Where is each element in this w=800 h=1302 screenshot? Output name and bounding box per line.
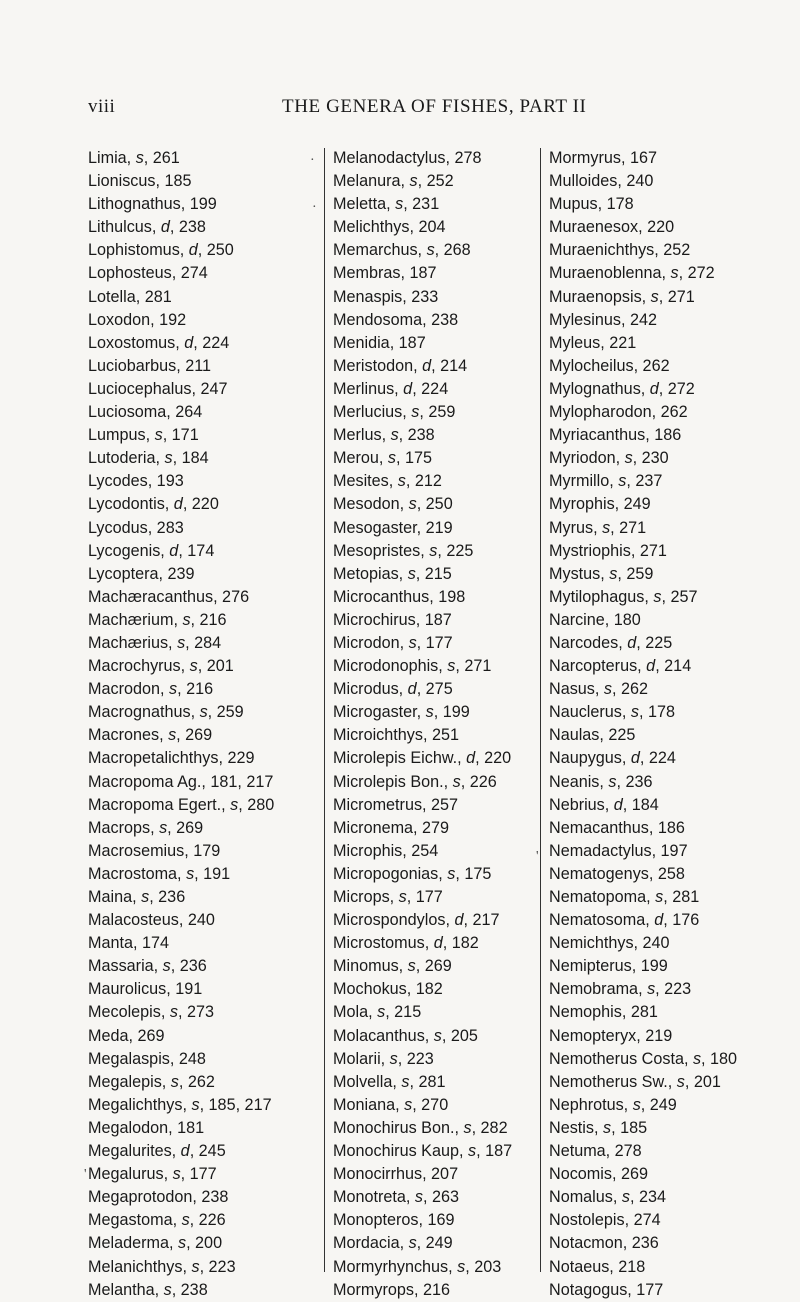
index-entry: Membras, 187 [333,264,437,283]
index-entry: Lophistomus, d, 250 [88,241,234,260]
index-entry: Mesodon, s, 250 [333,495,453,514]
page-header [0,96,800,126]
index-entry: Memarchus, s, 268 [333,241,471,260]
index-entry: Meladerma, s, 200 [88,1234,223,1253]
index-entry: Micronema, 279 [333,818,450,837]
index-entry: Megalaspis, 248 [88,1049,206,1068]
index-entry: Megalurites, d, 245 [88,1142,226,1161]
index-entry: Macrops, s, 269 [88,818,204,837]
index-entry: Mupus, 178 [549,195,634,214]
index-entry: Machærius, s, 284 [88,633,222,652]
index-entry: Mecolepis, s, 273 [88,1003,214,1022]
index-entry: Microdus, d, 275 [333,680,453,699]
index-entry: Monochirus Bon., s, 282 [333,1118,508,1137]
index-entry: Moniana, s, 270 [333,1095,449,1114]
index-entry: Mola, s, 215 [333,1003,422,1022]
index-entry: Nematogenys, 258 [549,864,685,883]
index-entry: Mordacia, s, 249 [333,1234,453,1253]
column-divider [540,148,541,1272]
index-entry: Lithognathus, 199 [88,195,217,214]
index-entry: Mormyrops, 216 [333,1280,450,1299]
index-entry: Mesogaster, 219 [333,518,453,537]
page-number: viii [88,96,116,117]
index-entry: Megastoma, s, 226 [88,1211,226,1230]
index-entry: Megalichthys, s, 185, 217 [88,1095,272,1114]
index-entry: Microdon, s, 177 [333,633,453,652]
index-entry: Myrophis, 249 [549,495,651,514]
index-entry: Nemipterus, 199 [549,957,668,976]
index-entry: Minomus, s, 269 [333,957,452,976]
index-entry: Merou, s, 175 [333,449,432,468]
index-entry: Menaspis, 233 [333,287,439,306]
index-entry: Macrodon, s, 216 [88,680,214,699]
index-entry: Molacanthus, s, 205 [333,1026,478,1045]
index-entry: Nemophis, 281 [549,1003,658,1022]
index-entry: Microgaster, s, 199 [333,703,470,722]
index-entry: Micrometrus, 257 [333,795,459,814]
index-entry: Monotreta, s, 263 [333,1188,459,1207]
index-entry: Merlus, s, 238 [333,426,435,445]
index-entry: Macropoma Ag., 181, 217 [88,772,274,791]
index-entry: Merlinus, d, 224 [333,379,449,398]
index-entry: Muraenesox, 220 [549,218,675,237]
index-entry: Lutoderia, s, 184 [88,449,209,468]
index-entry: Metopias, s, 215 [333,564,452,583]
index-entry: Nematopoma, s, 281 [549,888,700,906]
stray-mark: ' [536,849,539,864]
index-entry: Macrosemius, 179 [88,841,221,860]
index-entry: Myleus, 221 [549,333,637,352]
index-entry: Menidia, 187 [333,333,426,352]
column-divider [324,148,325,1272]
index-column-1 [88,147,274,1302]
index-entry: Nemopteryx, 219 [549,1026,673,1045]
index-entry: Mylesinus, 242 [549,310,657,329]
index-entry: Muraenoblenna, s, 272 [549,264,715,283]
index-entry: Melanichthys, s, 223 [88,1257,236,1276]
index-entry: Mytilophagus, s, 257 [549,587,698,606]
index-entry: Macropetalichthys, 229 [88,749,255,768]
index-entry: Narcodes, d, 225 [549,633,673,652]
index-entry: Macrostoma, s, 191 [88,864,231,883]
index-entry: Melantha, s, 238 [88,1280,208,1299]
index-entry: Mormyrhynchus, s, 203 [333,1257,502,1276]
index-entry: Mendosoma, 238 [333,310,459,329]
index-column-3 [549,147,737,1302]
index-entry: Microdonophis, s, 271 [333,657,492,676]
index-entry: Limia, s, 261 [88,149,180,167]
running-head: THE GENERA OF FISHES, PART II [282,96,587,117]
index-entry: Nemotherus Sw., s, 201 [549,1072,721,1091]
index-entry: Megalodon, 181 [88,1118,205,1137]
index-entry: Myrmillo, s, 237 [549,472,663,491]
index-entry: Microlepis Bon., s, 226 [333,772,497,791]
index-entry: Mesites, s, 212 [333,472,442,491]
index-entry: Microichthys, 251 [333,726,459,745]
stray-mark: ' [84,1167,87,1182]
index-entry: Microspondylos, d, 217 [333,911,500,930]
index-entry: Nemacanthus, 186 [549,818,685,837]
index-entry: Macrochyrus, s, 201 [88,657,234,676]
index-entry: Mylopharodon, 262 [549,403,688,422]
index-entry: Nemobrama, s, 223 [549,980,692,999]
index-entry: Nauclerus, s, 178 [549,703,675,722]
index-entry: Luciosoma, 264 [88,403,203,422]
index-entry: Micropogonias, s, 175 [333,864,492,883]
index-entry: Muraenichthys, 252 [549,241,691,260]
index-entry: Macropoma Egert., s, 280 [88,795,275,814]
index-entry: Lycoptera, 239 [88,564,195,583]
index-entry: Monopteros, 169 [333,1211,455,1230]
stray-mark: · [312,200,317,215]
index-entry: Netuma, 278 [549,1142,642,1161]
index-entry: Megalurus, s, 177 [88,1165,217,1184]
index-entry: Microstomus, d, 182 [333,934,479,953]
index-entry: Megalepis, s, 262 [88,1072,215,1091]
index-entry: Mystriophis, 271 [549,541,667,560]
index-entry: Lotella, 281 [88,287,172,306]
index-entry: Nephrotus, s, 249 [549,1095,677,1114]
index-entry: Mesopristes, s, 225 [333,541,474,560]
index-entry: Notagogus, 177 [549,1280,664,1299]
index-entry: Machæracanthus, 276 [88,587,250,606]
index-entry: Molvella, s, 281 [333,1072,446,1091]
index-column-2 [333,147,512,1302]
index-entry: Nemadactylus, 197 [549,841,688,860]
index-entry: Nemotherus Costa, s, 180 [549,1049,738,1068]
index-entry: Nemichthys, 240 [549,934,670,953]
index-entry: Macrognathus, s, 259 [88,703,244,722]
index-entry: Mylocheilus, 262 [549,356,670,375]
index-entry: Nestis, s, 185 [549,1118,648,1137]
index-entry: Loxodon, 192 [88,310,187,329]
index-entry: Lycodes, 193 [88,472,184,491]
index-entry: Meristodon, d, 214 [333,356,468,375]
index-entry: Mormyrus, 167 [549,149,657,167]
index-entry: Maina, s, 236 [88,888,186,906]
index-entry: Nebrius, d, 184 [549,795,659,814]
index-entry: Lycogenis, d, 174 [88,541,215,560]
index-entry: Lithulcus, d, 238 [88,218,206,237]
index-entry: Merlucius, s, 259 [333,403,456,422]
index-entry: Naulas, 225 [549,726,636,745]
index-entry: Machærium, s, 216 [88,610,227,629]
index-entry: Molarii, s, 223 [333,1049,434,1068]
index-entry: Megaprotodon, 238 [88,1188,229,1207]
index-entry: Nematosoma, d, 176 [549,911,700,930]
index-entry: Narcine, 180 [549,610,641,629]
index-entry: Nomalus, s, 234 [549,1188,666,1207]
index-entry: Monocirrhus, 207 [333,1165,459,1184]
index-entry: Nasus, s, 262 [549,680,648,699]
index-entry: Microphis, 254 [333,841,439,860]
index-entry: Muraenopsis, s, 271 [549,287,695,306]
index-entry: Meletta, s, 231 [333,195,440,214]
index-entry: Massaria, s, 236 [88,957,207,976]
index-entry: Meda, 269 [88,1026,165,1045]
index-entry: Naupygus, d, 224 [549,749,676,768]
index-entry: Microps, s, 177 [333,888,443,906]
index-entry: Lumpus, s, 171 [88,426,199,445]
index-entry: Melanodactylus, 278 [333,149,482,167]
index-entry: Microcanthus, 198 [333,587,466,606]
index-entry: Mylognathus, d, 272 [549,379,695,398]
index-entry: Notaeus, 218 [549,1257,646,1276]
index-entry: Narcopterus, d, 214 [549,657,692,676]
stray-mark: · [310,153,315,168]
index-entry: Mochokus, 182 [333,980,443,999]
index-entry: Neanis, s, 236 [549,772,653,791]
index-entry: Nocomis, 269 [549,1165,648,1184]
index-entry: Luciocephalus, 247 [88,379,228,398]
index-entry: Monochirus Kaup, s, 187 [333,1142,513,1161]
index-entry: Mulloides, 240 [549,172,654,191]
index-entry: Loxostomus, d, 224 [88,333,230,352]
index-entry: Microchirus, 187 [333,610,452,629]
index-entry: Macrones, s, 269 [88,726,213,745]
index-entry: Lioniscus, 185 [88,172,192,191]
index-entry: Myriacanthus, 186 [549,426,682,445]
index-entry: Myrus, s, 271 [549,518,647,537]
index-entry: Maurolicus, 191 [88,980,203,999]
index-entry: Lophosteus, 274 [88,264,208,283]
index-entry: Myriodon, s, 230 [549,449,669,468]
index-entry: Luciobarbus, 211 [88,356,211,375]
index-entry: Manta, 174 [88,934,169,953]
index-entry: Malacosteus, 240 [88,911,215,930]
index-entry: Lycodontis, d, 220 [88,495,219,514]
index-entry: Microlepis Eichw., d, 220 [333,749,512,768]
index-entry: Melichthys, 204 [333,218,446,237]
index-entry: Melanura, s, 252 [333,172,454,191]
index-entry: Mystus, s, 259 [549,564,654,583]
index-entry: Nostolepis, 274 [549,1211,661,1230]
index-entry: Lycodus, 283 [88,518,184,537]
index-entry: Notacmon, 236 [549,1234,659,1253]
